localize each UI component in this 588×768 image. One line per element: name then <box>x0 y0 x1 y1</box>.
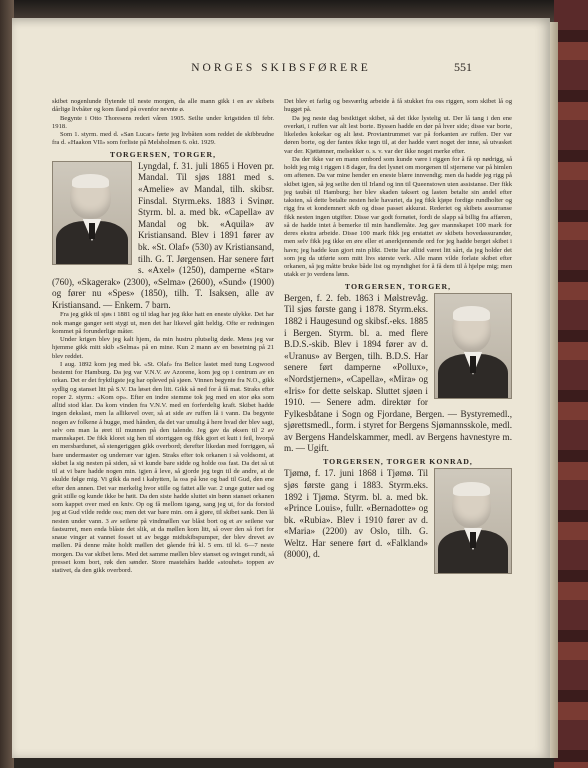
story-paragraph: Da der ikke var en mann ombord som kunde være i riggen for å få op nødrigg, så holdt jeg mig i riggen i 8 dager, fra det lysnet om morgenen til stjernene var på himlen om aftenen. Da var mine hender en eneste blære innvendig; men da hadde jeg rigg på skibet igjen, så jeg seilte den til Irland og inn til Queenstown uten assistanse. Der fikk jeg taubåt til Hamburg; her blev skaden taksert og lasten betalte sin andel efter taksten, så dette betalte nesten hele havariet, da jeg fikk kjøpe fordige rundholter og rigg fra et kondemnert skib og disse passet akkurat. Rederiet og skibets assurranse fikk nesten ingen utgifter. Disse var godt fornøiet, fordi de slapp så billig fra affæren, så de hadde intet å bemerke til min handlemåte. Jeg gav mannskapet 100 mark for deres ekstra arbeide. Disse 100 mark fikk jeg erstattet av skibets hovedassurandør, men selv fikk jeg ikke en øre eller et anerkjennende ord for jeg hadde berget skibet i havn; jeg hadde kun gjort min plikt. Dette har alltid været litt sårt, da jeg holder det som jeg da utførte som mitt livs største verk. Alle mann vilde forlate skibet efter orkanen, så jeg måtte bruke både list og myndighet for å få dem til å hjelpe mig; men utakk er jo verdens lønn. <box>284 155 512 279</box>
bio-heading: TORGERSEN, TORGER KONRAD, <box>323 457 473 467</box>
bio-entry <box>284 293 512 455</box>
story-paragraph: Under krigen blev jeg kalt hjem, da min hustru plutselig døde. Mens jeg var hjemme gikk mitt skib «Selma» på en mine. Kun 2 mann av en besetning på 21 blev reddet. <box>52 336 274 360</box>
bio-entry <box>52 161 274 312</box>
book-page <box>12 18 550 758</box>
story-paragraph: Fra jeg gikk til sjøs i 1881 og til idag har jeg ikke hatt en eneste ulykke. Det har nok mange ganger sett stygt ut, men det har likevel gått heldig. Ofte er redningen kommet på forunderlige måter. <box>52 311 274 335</box>
running-title: NORGES SKIBSFØRERE <box>191 62 371 74</box>
bio-text: Tjømø, f. 17. juni 1868 i Tjømø. Til sjøs første gang i 1883. Styrm.eks. 1892 i Tjømø. Styrm. bl. a. med bk. «Prince Louis», fullr. «Bernadotte» og bk. «Rubia». Blev i 1910 fører av d. «Maria» (2200) av Oslo, tilh. G. Weltz. Har senere ført d. «Falkland» (8000), d. <box>284 468 428 560</box>
bio-text: Bergen, f. 2. feb. 1863 i Mølstrevåg. Til sjøs første gang i 1878. Styrm.eks. 1882 i Haugesund og skibsf.-eks. 1885 i Bergen. Styrm. bl. a. med flere B.D.S.-skib. Blev i 1894 fører av d. «Uranus» av Bergen, tilh. B.D.S. Har senere ført damperne «Pollux», «Nordstjernen», «Capella», «Mira» og «Iris» for dette selskap. Sluttet sjøen i 1910. — Senere adm. direktør for Fylkesbåtane i Sogn og Fjordane, Bergen. — Bystyremedl., sjørettsmedl., form. i styret for Bergens Sjømannsskole, medl. av Bergens Handelskammer, medl. av Bergens havnestyre m. m. — Ugift. <box>284 292 512 454</box>
story-paragraph: I aug. 1892 kom jeg med bk. «St. Olaf» fra Belice lastet med tung Logwood bestemt for Hamburg. Da jeg var V.N.V. av Azorene, kom jeg op i centrum av en orkan. Det er det fryktligste jeg har opleved på sjøen. Vinnen begynte fra N.O., gikk sydlig og stanset litt på S.V. Da løset den litt. Gikk så ned for å få mat. Straks efter roper 2. styrm.: «Kom op». Efter en indre stemme tok jeg med en stor øks som alltid stod klar. Da kom vinden fra V.N.V. med en forferdelig kraft. Skibet hadde ingen dekslast, men la allikevel over, så at side av ruffen lå i vann. Da begynte nogen av folkene å hugge, med hånden, da det var umulig å here hvad der blev sagt, selv om man la øret til munnen på den talende. Jeg gav da øksen til 2 av mannskapet. De fikk kloret sig hen til storriggen og fikk gjort et kutt i feil, hvorpå en mersbardunet, så stengeriggen gikk overbord; derefter likedan med forriggen, så bare undermaster og underrær var igjen. Straks efter tok orkanen i så voldsomt, at skibet la sig nesten på siden, så vi kunde bare sidde og holde oss fast. Da det så ut til at vi bare hadde nogen min. igjen å leve, så gjorde jeg tegn til de andre, at de skulde følge mig. Vi gikk da ned i kahytten, la oss på kne og bad til Gud, den ene efter den annen. Det var merkelig hvor stille og fattet alle var. 2 unge gutter sad og gråt stille og kunde ikke be høit. Da den siste hadde sluttet sin bønn stanset orkanen som kappet over med en kniv. Op og få mellom igang, sang jeg ut, for da forstod jeg at Gud vilde redde oss; men det var bare min. om å gjøre, til skibet sank. Den lå nesten under vann. 3 av seilene på vindmøllen var blåst bort og et av seilene var fastsurret, men enda blåste det slik, at da møllen kom litt, så over den så fort for snaue vinger at vannet fosset ut av begge midtskibspumper, der blev drevet av møllen. På denne måte holdt møllen det gående frå kl. 5 em. til kl. 6—7 neste morgen. Da var skibet lens. Med det samme møllen blev stanset og svinget rundt, så presset kom bort, røk den sønder. Store mastehårs hadde «stouhet» toppen av stativet, da den gikk overbord. <box>52 360 275 575</box>
book-binding-right <box>554 0 588 768</box>
page-number: 551 <box>454 60 472 74</box>
right-column <box>284 98 512 576</box>
story-paragraph: Det blev et farlig og besværlig arbeide å få stukket fra oss riggen, som skibet lå og hugget på. <box>284 98 512 114</box>
intro-paragraph: skibet nogenlunde flytende til neste morgen, da alle mann gikk i en av skibets dårlige livbåter og kom iland på ovenfor nevnte ø. <box>52 98 274 114</box>
portrait-photo <box>434 293 512 399</box>
intro-paragraph: Som 1. styrm. med d. «San Lucar» førte jeg livbåten som reddet de skibbrudne fra d. «Haakon VII» som forliste på Melsholmen 6. okt. 1929. <box>52 131 274 147</box>
portrait-photo <box>434 468 512 574</box>
portrait-photo <box>52 161 132 265</box>
story-paragraph: Da jeg neste dag besiktiget skibet, så det ikke lystelig ut. Der lå tang i den ene overkøi, i ruffen var alt lest borte. Byssen hadde en dør på hver side; disse var borte, likeledes kokekar og alt løst. Proviantrummet var på forkanten av ruffen. Der var døren borte, og der fantes ikke tegn til, at der hadde vært noget der inne, så utvasket var der. Kjøttønner, melsekker o. s. v. var der ikke noget merke efter. <box>284 114 512 155</box>
left-column <box>52 98 274 575</box>
bio-heading: TORGERSEN, TORGER, <box>344 281 452 291</box>
bio-text: Lyngdal, f. 31. juli 1865 i Hoven pr. Mandal. Til sjøs 1881 med s. «Amelie» av Mandal, tilh. skibsr. Finsdal. Styrm.eks. 1883 i Svinør. Styrm. bl. a. med bk. «Capella» av Mandal og bk. «Aquila» av Kristiansand. Blev i 1891 fører av bk. «St. Olaf» (530) av Kristiansand, tilh. G. T. Jørgensen. Har senere ført s. «Axel» (1250), damperne «Star» (760), «Skagerak» (2300), «Selma» (2600), «Sund» (1900) og fører nu «Spes» (1850), tilh. T. Isaksen, alle av Kristiansand. — Enkem. 7 barn. <box>52 160 274 310</box>
intro-paragraph: Begynte i Otto Thoresens rederi våren 1905. Seilte under krigstiden til febr. 1918. <box>52 114 274 130</box>
bio-heading: TORGERSEN, TORGER, <box>109 149 217 159</box>
bio-entry <box>284 468 512 561</box>
